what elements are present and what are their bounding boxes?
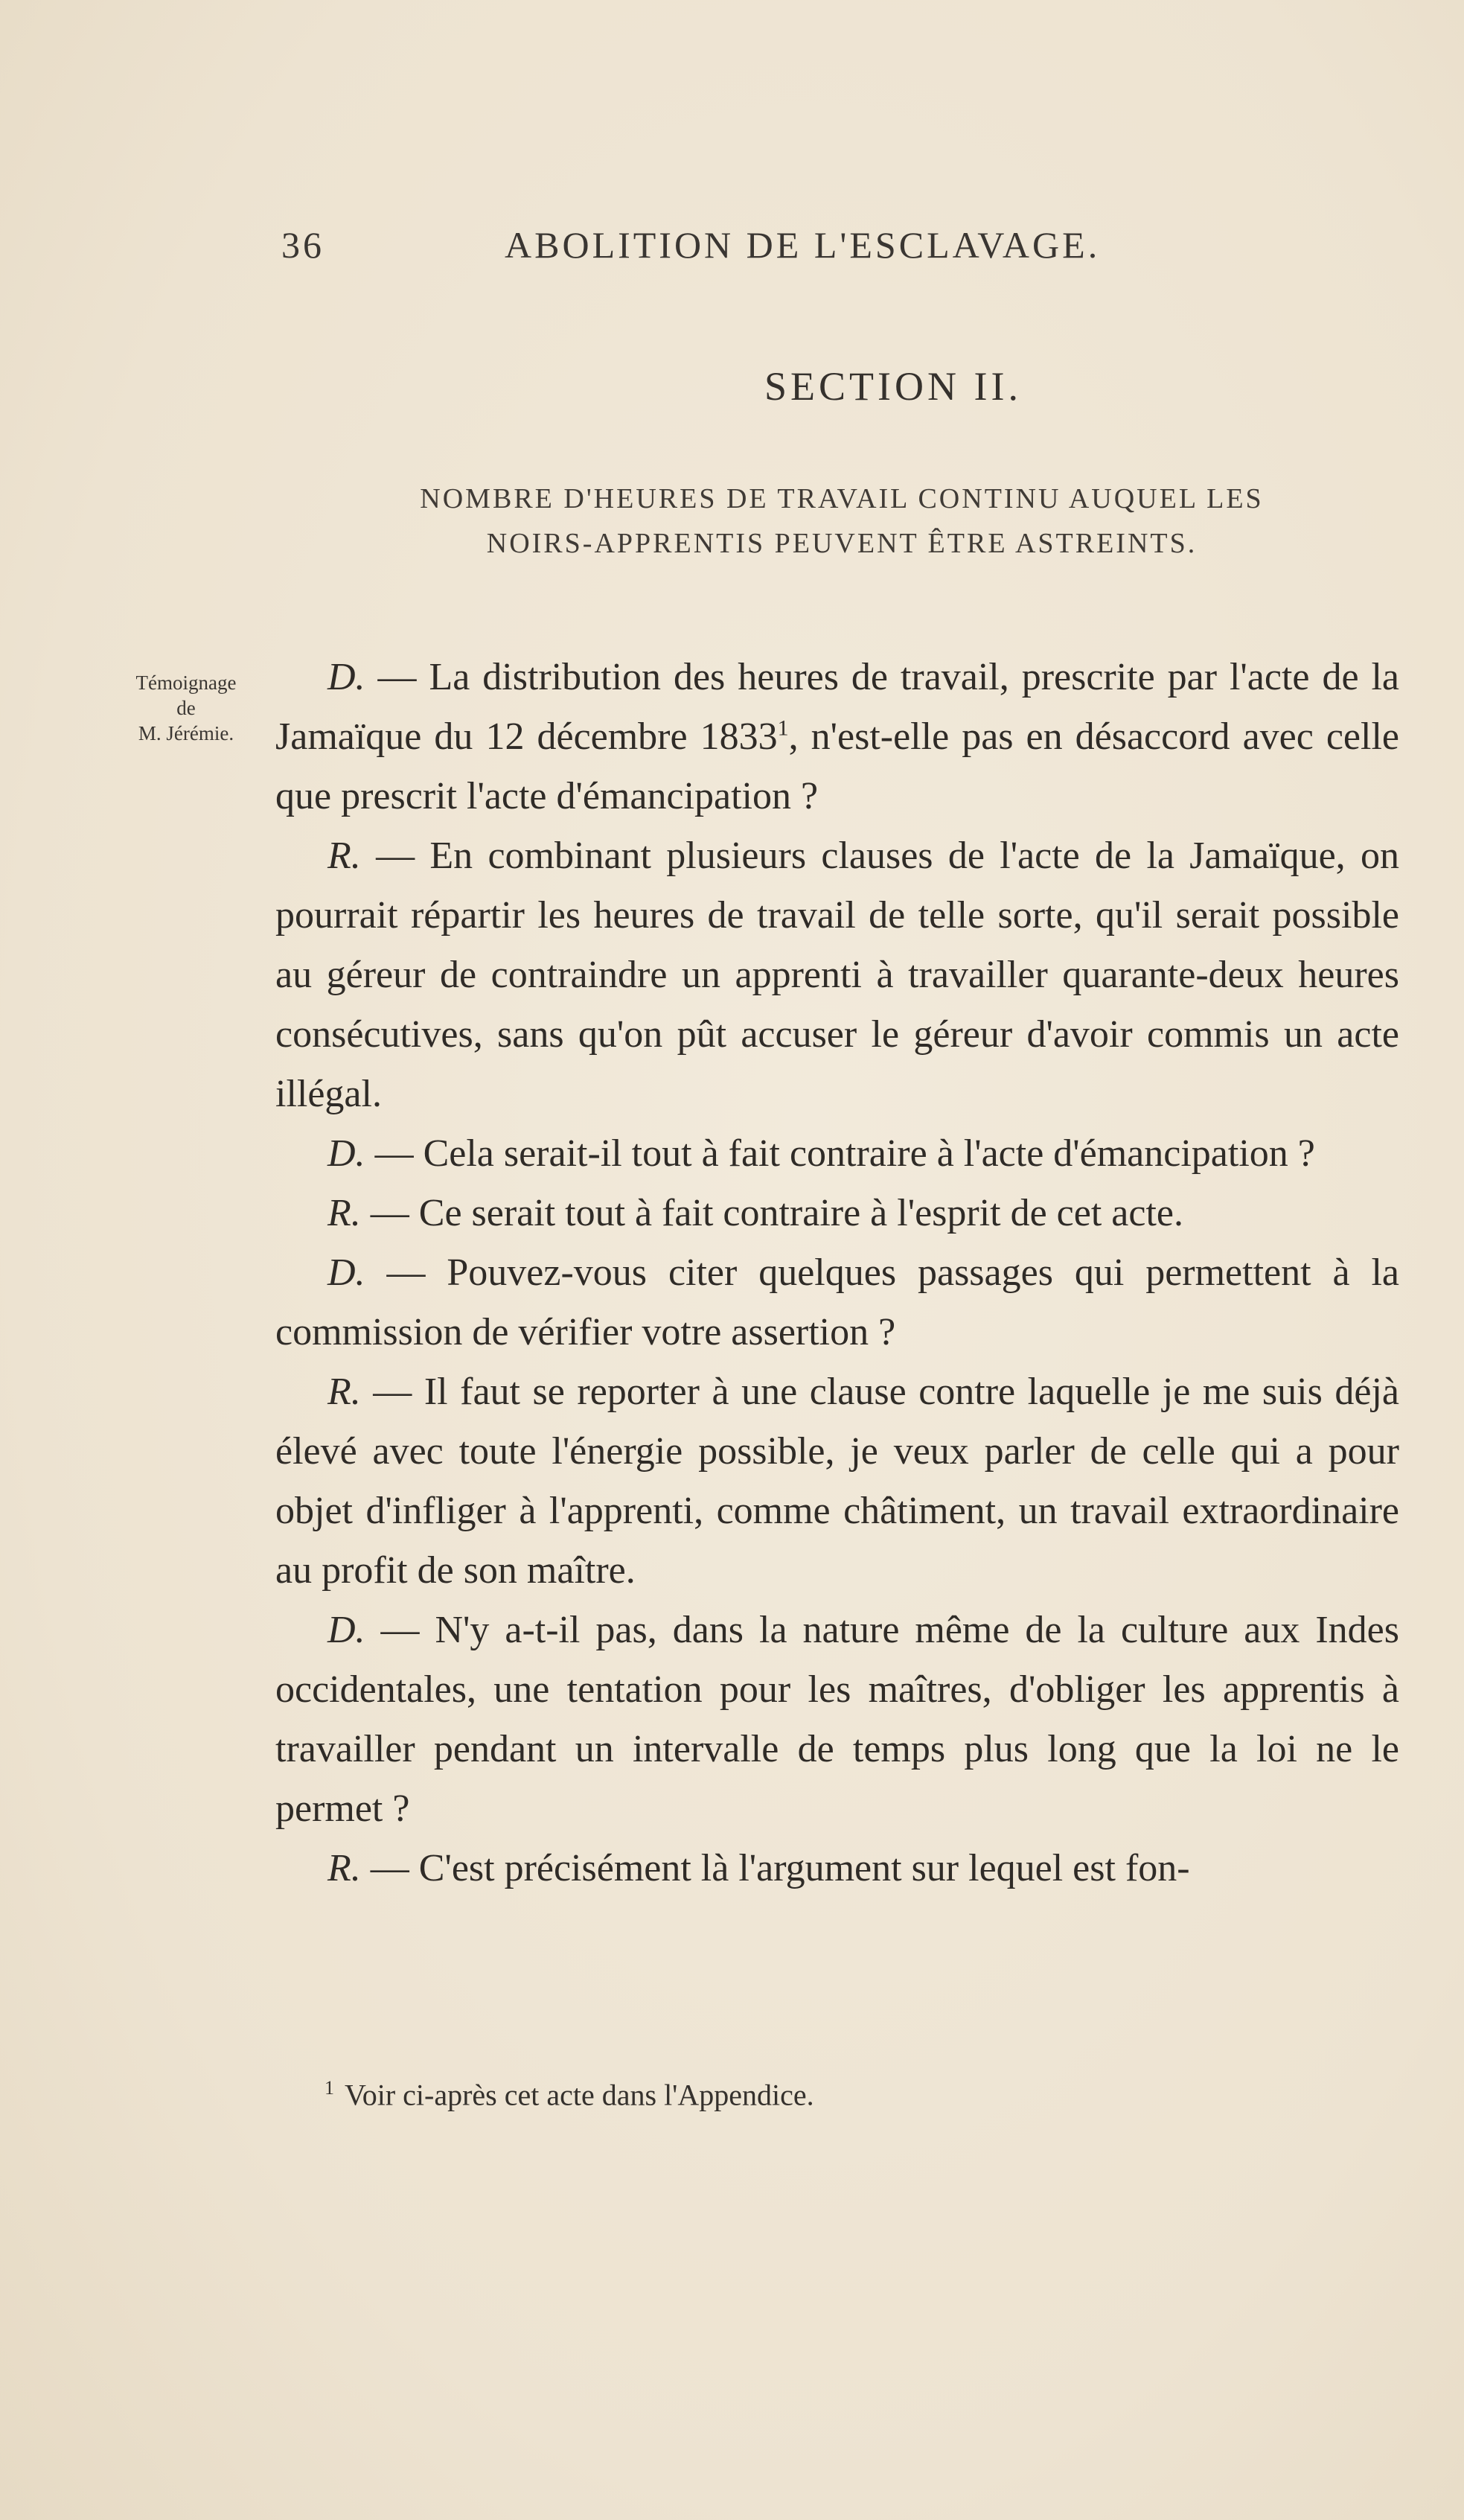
paragraph [275, 1362, 1399, 1601]
paragraph [275, 1243, 1399, 1362]
speaker-label: R. [327, 835, 361, 877]
margin-note [97, 670, 275, 746]
paragraph [275, 1839, 1399, 1898]
speaker-label: D. [327, 656, 365, 698]
margin-note-line-1: Témoignage [135, 672, 237, 694]
body-text [275, 648, 1399, 1898]
paragraph-text: — Il faut se reporter à une clause contre laquelle je me suis déjà élevé avec toute l'énergie possible, je veux parler de celle qui a pour objet d'infliger à l'apprenti, comme châtiment, un travail extraordinaire au profit de son maître. [275, 1371, 1399, 1592]
paragraph-text: — Pouvez-vous citer quelques passages qui permettent à la commission de vérifier votre assertion ? [275, 1251, 1399, 1353]
paragraph-text-continued: , n'est-elle pas en désaccord avec celle que prescrit l'acte d'émancipation ? [275, 715, 1399, 817]
speaker-label: D. [327, 1251, 365, 1294]
paragraph-text: — Cela serait-il tout à fait contraire à l'acte d'émancipation ? [365, 1132, 1315, 1175]
section-subtitle [280, 476, 1404, 566]
speaker-label: R. [327, 1192, 361, 1234]
paragraph [275, 648, 1399, 826]
footnote [325, 2077, 1366, 2112]
paragraph-text: — La distribution des heures de travail, prescrite par l'acte de la Jamaïque du 12 décembre 1833 [275, 656, 1399, 758]
running-title: ABOLITION DE L'ESCLAVAGE. [505, 224, 1101, 266]
paragraph-text: — En combinant plusieurs clauses de l'acte de la Jamaïque, on pourrait répartir les heures de travail de telle sorte, qu'il serait possible au géreur de contraindre un apprenti à travailler quarante-deux heures consécutives, sans qu'on pût accuser le géreur d'avoir commis un acte illégal. [275, 835, 1399, 1115]
paragraph-text: — N'y a-t-il pas, dans la nature même de la culture aux Indes occidentales, une tentation pour les maîtres, d'obliger les apprentis à travailler pendant un intervalle de temps plus long que la loi ne le permet ? [275, 1609, 1399, 1830]
speaker-label: D. [327, 1132, 365, 1175]
margin-note-line-3: M. Jérémie. [138, 722, 234, 744]
footnote-reference: 1 [777, 715, 789, 741]
footnote-mark: 1 [325, 2077, 334, 2099]
footnote-text: Voir ci-après cet acte dans l'Appendice. [345, 2078, 814, 2112]
paragraph [275, 1124, 1399, 1184]
paragraph [275, 1601, 1399, 1839]
paragraph [275, 1184, 1399, 1243]
paragraph [275, 826, 1399, 1124]
speaker-label: R. [327, 1371, 361, 1413]
subtitle-line-2: NOIRS-APPRENTIS PEUVENT ÊTRE ASTREINTS. [486, 528, 1198, 559]
speaker-label: D. [327, 1609, 365, 1651]
paragraph-text: — Ce serait tout à fait contraire à l'esprit de cet acte. [360, 1192, 1183, 1234]
section-title: SECTION II. [764, 364, 1022, 409]
speaker-label: R. [327, 1847, 361, 1889]
margin-note-line-2: de [176, 697, 196, 719]
subtitle-line-1: NOMBRE D'HEURES DE TRAVAIL CONTINU AUQUEL LES [420, 483, 1264, 514]
paragraph-text: — C'est précisément là l'argument sur lequel est fon- [360, 1847, 1190, 1889]
page-number: 36 [281, 224, 325, 266]
running-head [281, 223, 1197, 283]
